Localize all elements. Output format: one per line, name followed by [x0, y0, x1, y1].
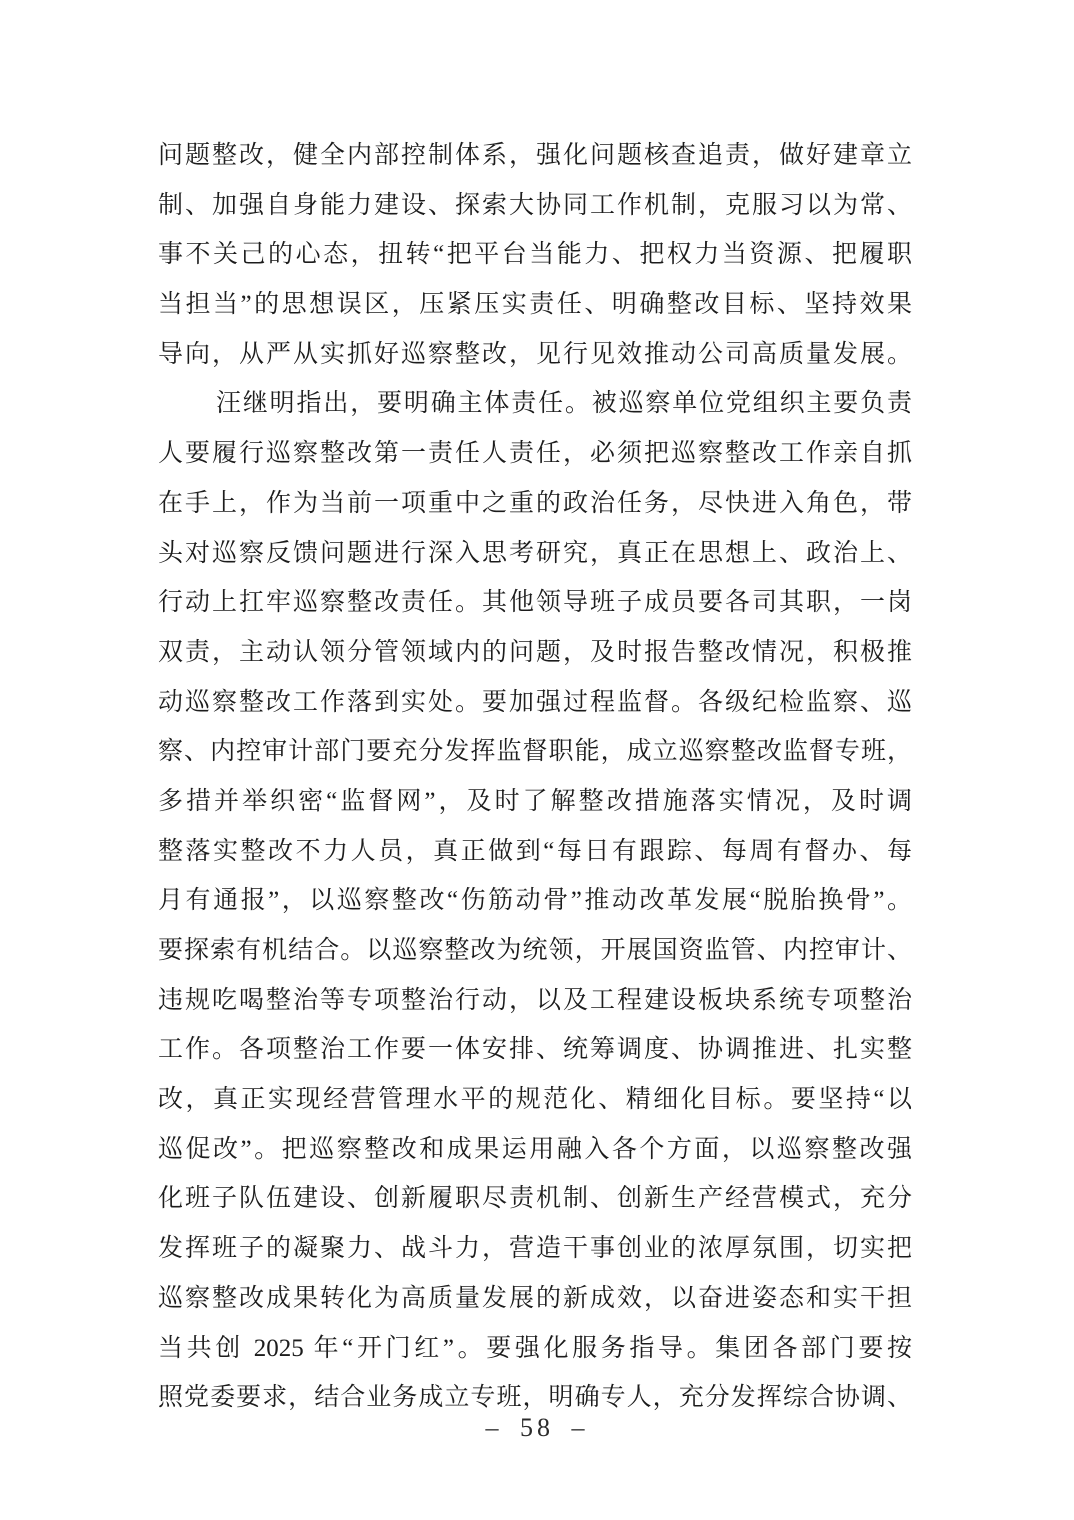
paragraph	[158, 379, 912, 1422]
text-line: 当担当”的思想误区，压紧压实责任、明确整改目标、坚持效果	[158, 291, 912, 319]
text-line: 在手上，作为当前一项重中之重的政治任务，尽快进入角色，带	[158, 489, 912, 517]
text-line: 导向，从严从实抓好巡察整改，见行见效推动公司高质量发展。	[158, 340, 912, 368]
text-line: 制、加强自身能力建设、探索大协同工作机制，克服习以为常、	[158, 191, 912, 219]
paragraph	[158, 131, 912, 379]
page-number: – 58 –	[485, 1413, 589, 1442]
text-line: 照党委要求，结合业务成立专班，明确专人，充分发挥综合协调、	[158, 1384, 912, 1412]
text-line: 改，真正实现经营管理水平的规范化、精细化目标。要坚持“以	[158, 1086, 912, 1114]
text-line: 巡察整改成果转化为高质量发展的新成效，以奋进姿态和实干担	[158, 1284, 912, 1312]
text-line: 月有通报”，以巡察整改“伤筋动骨”推动改革发展“脱胎换骨”。	[158, 887, 912, 915]
text-line: 动巡察整改工作落到实处。要加强过程监督。各级纪检监察、巡	[158, 688, 912, 716]
text-line: 察、内控审计部门要充分发挥监督职能，成立巡察整改监督专班，	[158, 738, 912, 766]
text-line: 问题整改，健全内部控制体系，强化问题核查追责，做好建章立	[158, 142, 912, 169]
text-line: 工作。各项整治工作要一体安排、统筹调度、协调推进、扎实整	[158, 1036, 912, 1064]
text-line: 汪继明指出，要明确主体责任。被巡察单位党组织主要负责	[216, 390, 912, 418]
text-line: 人要履行巡察整改第一责任人责任，必须把巡察整改工作亲自抓	[158, 440, 912, 468]
body-text	[158, 131, 912, 1423]
text-line: 化班子队伍建设、创新履职尽责机制、创新生产经营模式，充分	[158, 1185, 912, 1213]
text-line: 巡促改”。把巡察整改和成果运用融入各个方面，以巡察整改强	[158, 1135, 912, 1163]
text-line: 违规吃喝整治等专项整治行动，以及工程建设板块系统专项整治	[158, 986, 912, 1014]
text-line: 双责，主动认领分管领域内的问题，及时报告整改情况，积极推	[158, 638, 912, 666]
text-line: 行动上扛牢巡察整改责任。其他领导班子成员要各司其职，一岗	[158, 589, 912, 617]
text-line: 当共创 2025 年“开门红”。要强化服务指导。集团各部门要按	[158, 1334, 912, 1362]
text-line: 多措并举织密“监督网”，及时了解整改措施落实情况，及时调	[158, 787, 912, 815]
text-line: 整落实整改不力人员，真正做到“每日有跟踪、每周有督办、每	[158, 837, 912, 865]
text-line: 头对巡察反馈问题进行深入思考研究，真正在思想上、政治上、	[158, 539, 912, 567]
text-line: 事不关己的心态，扭转“把平台当能力、把权力当资源、把履职	[158, 241, 912, 269]
text-line: 要探索有机结合。以巡察整改为统领，开展国资监管、内控审计、	[158, 937, 912, 964]
text-line: 发挥班子的凝聚力、战斗力，营造干事创业的浓厚氛围，切实把	[158, 1235, 912, 1263]
